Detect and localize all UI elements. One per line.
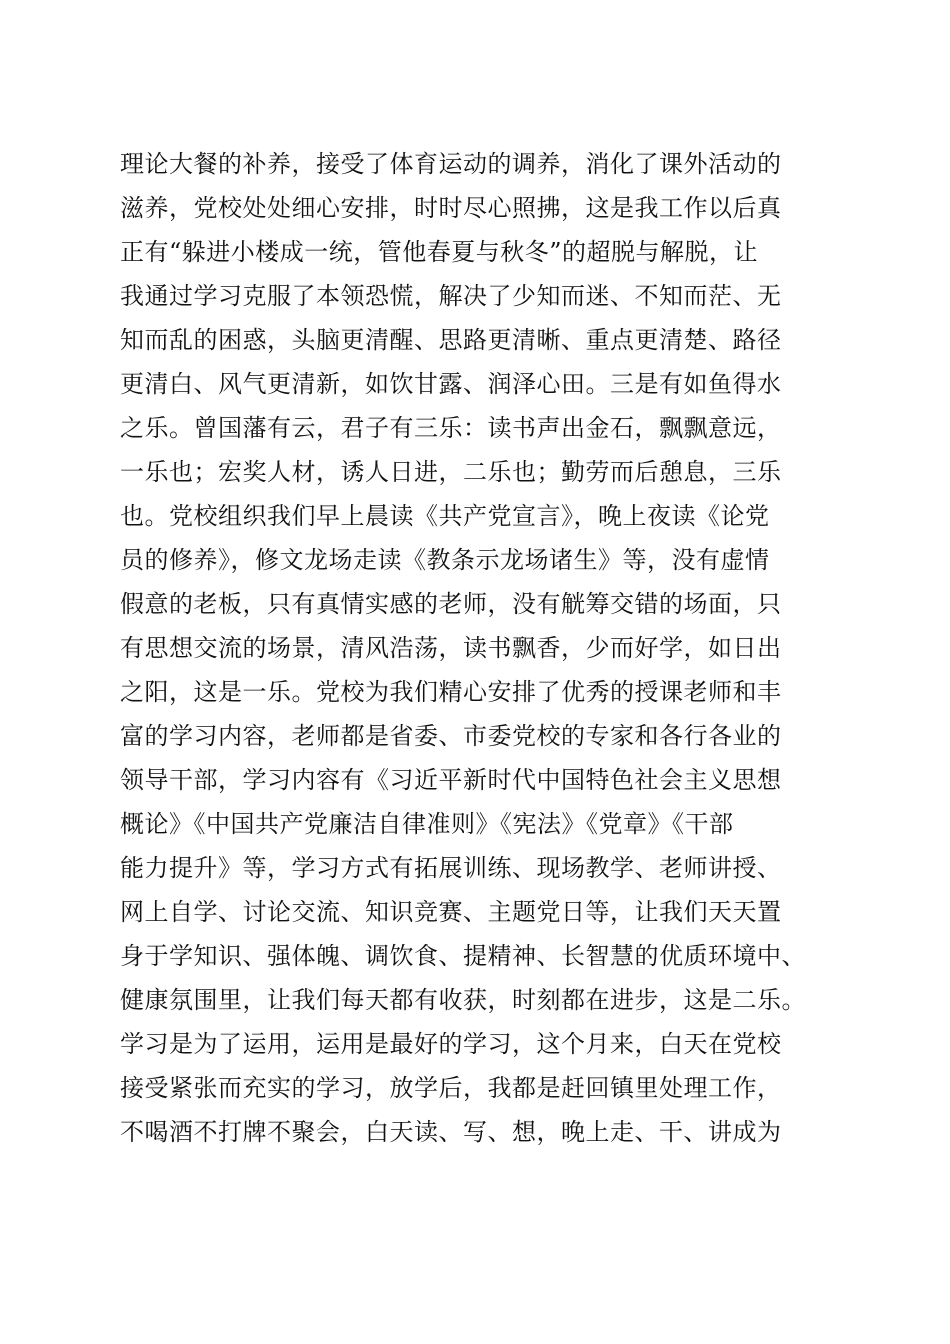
text-line: 领导干部，学习内容有《习近平新时代中国特色社会主义思想 — [120, 766, 782, 794]
text-line: 也。党校组织我们早上晨读《共产党宣言》，晚上夜读《论党 — [120, 502, 770, 530]
text-line: 我通过学习克服了本领恐慌，解决了少知而迷、不知而茫、无 — [120, 282, 782, 310]
text-line: 之乐。曾国藩有云，君子有三乐：读书声出金石，飘飘意远， — [120, 414, 782, 442]
text-line: 富的学习内容，老师都是省委、市委党校的专家和各行各业的 — [120, 722, 782, 750]
text-line: 有思想交流的场景，清风浩荡，读书飘香，少而好学，如日出 — [120, 634, 782, 662]
text-line: 正有“躲进小楼成一统，管他春夏与秋冬”的超脱与解脱，让 — [120, 238, 759, 266]
text-line: 学习是为了运用，运用是最好的学习，这个月来，白天在党校 — [120, 1030, 782, 1058]
text-line: 假意的老板，只有真情实感的老师，没有觥筹交错的场面，只 — [120, 590, 782, 618]
text-line: 滋养，党校处处细心安排，时时尽心照拂，这是我工作以后真 — [120, 194, 782, 222]
text-line: 更清白、风气更清新，如饮甘露、润泽心田。三是有如鱼得水 — [120, 370, 782, 398]
text-line: 一乐也；宏奖人材，诱人日进，二乐也；勤劳而后憩息，三乐 — [120, 458, 782, 486]
text-line: 能力提升》等，学习方式有拓展训练、现场教学、老师讲授、 — [120, 854, 782, 882]
text-line: 知而乱的困惑，头脑更清醒、思路更清晰、重点更清楚、路径 — [120, 326, 782, 354]
text-line: 不喝酒不打牌不聚会，白天读、写、想，晚上走、干、讲成为 — [120, 1118, 782, 1146]
text-line: 网上自学、讨论交流、知识竞赛、主题党日等，让我们天天置 — [120, 898, 782, 926]
text-line: 员的修养》，修文龙场走读《教条示龙场诸生》等，没有虚情 — [120, 546, 770, 574]
text-line: 之阳，这是一乐。党校为我们精心安排了优秀的授课老师和丰 — [120, 678, 782, 706]
text-line: 理论大餐的补养，接受了体育运动的调养，消化了课外活动的 — [120, 150, 782, 178]
text-line: 身于学知识、强体魄、调饮食、提精神、长智慧的优质环境中、 — [120, 942, 806, 970]
body-text — [120, 142, 840, 1154]
text-line: 接受紧张而充实的学习，放学后，我都是赶回镇里处理工作， — [120, 1074, 782, 1102]
text-line: 健康氛围里，让我们每天都有收获，时刻都在进步，这是二乐。 — [120, 986, 806, 1014]
text-line: 概论》《中国共产党廉洁自律准则》《宪法》《党章》《干部 — [120, 810, 734, 838]
